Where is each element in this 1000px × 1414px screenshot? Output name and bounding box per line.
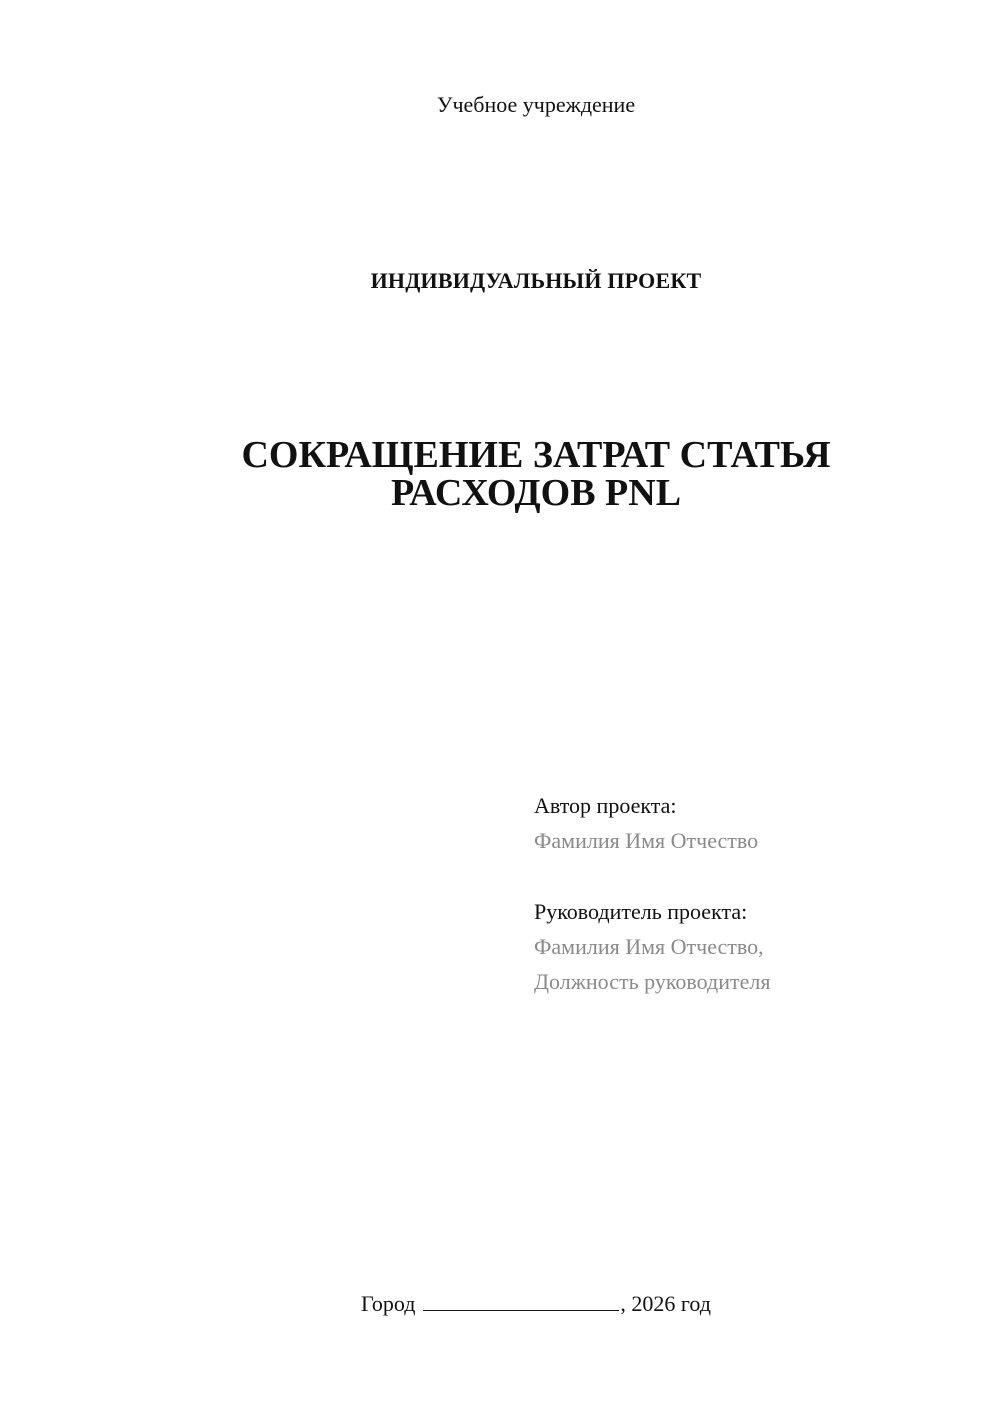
project-title-line-1: СОКРАЩЕНИЕ ЗАТРАТ СТАТЬЯ xyxy=(241,434,831,476)
supervisor-name: Фамилия Имя Отчество, xyxy=(534,934,764,959)
spacer xyxy=(534,858,770,894)
supervisor-position: Должность руководителя xyxy=(534,969,771,994)
project-info-block xyxy=(534,788,770,999)
city-label: Город xyxy=(361,1291,416,1316)
supervisor-label: Руководитель проекта: xyxy=(534,899,748,924)
project-title xyxy=(0,436,1000,512)
author-name: Фамилия Имя Отчество xyxy=(534,828,759,853)
year-text: , 2026 год xyxy=(620,1291,711,1316)
footer-city-year xyxy=(0,1290,1000,1317)
author-label: Автор проекта: xyxy=(534,793,677,818)
project-title-line-2: РАСХОДОВ PNL xyxy=(390,472,682,514)
city-blank-line xyxy=(423,1290,619,1311)
document-type: ИНДИВИДУАЛЬНЫЙ ПРОЕКТ xyxy=(370,268,702,293)
institution-name: Учебное учреждение xyxy=(436,92,636,117)
